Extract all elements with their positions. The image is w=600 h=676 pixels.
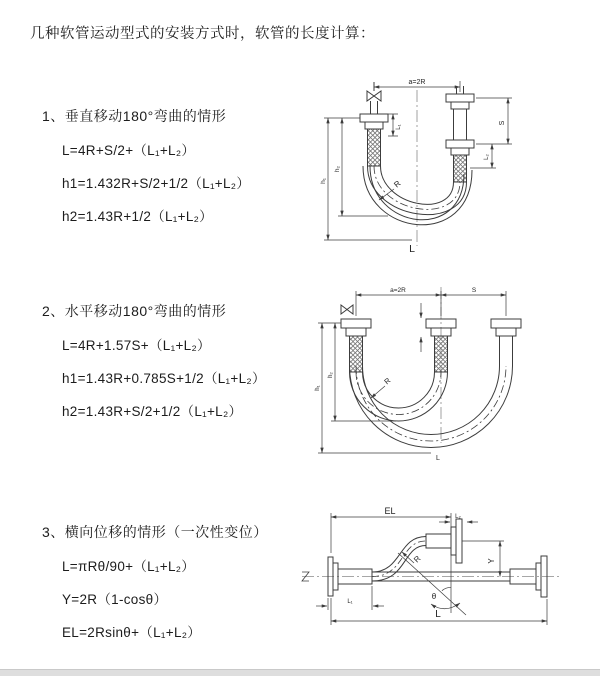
valve-icon: [367, 91, 381, 101]
right-flange: [491, 319, 521, 336]
dim-label-l1: L₁: [347, 599, 353, 605]
formula-line: EL=2Rsinθ+（L₁+L₂）: [62, 625, 202, 640]
dim-label-h2: h₂: [334, 165, 341, 173]
diagram-lateral-displacement: [298, 503, 596, 640]
dim-label-l: L: [435, 609, 441, 620]
diagram-vertical-180-bend: [312, 70, 550, 256]
dim-label-l1: L₁: [396, 124, 402, 130]
dim-label-h1: h₁: [320, 178, 327, 184]
left-flange: [360, 114, 388, 129]
page-title: 几种软管运动型式的安装方式时，软管的长度计算：: [30, 26, 375, 42]
formula-line: h2=1.43R+S/2+1/2（L₁+L₂）: [62, 404, 243, 419]
hose-braid-left: [368, 129, 381, 166]
dim-label-a2r: a=2R: [390, 287, 406, 294]
section-number: 2、: [42, 303, 65, 319]
section-heading: [42, 522, 312, 542]
section-horizontal-movement: [42, 301, 312, 420]
section-number: 1、: [42, 108, 65, 124]
valve-icon: [341, 305, 353, 314]
formula-line: L=4R+S/2+（L₁+L₂）: [62, 143, 196, 158]
upper-fitting: [426, 534, 451, 548]
section-title: 横向位移的情形（一次性变位）: [64, 524, 268, 540]
hose-braid-right: [454, 155, 467, 182]
dim-label-s: S: [499, 120, 506, 126]
dim-label-h1: h₁: [315, 385, 321, 391]
upper-flange: [451, 519, 462, 563]
section-title: 水平移动180°弯曲的情形: [64, 303, 227, 319]
right-pipe: [454, 109, 467, 140]
dim-label-h2: h₂: [328, 372, 334, 378]
diagram-horizontal-180-bend: [308, 283, 583, 465]
section-heading: [42, 106, 312, 126]
section-lateral-displacement: [42, 522, 312, 641]
dimension-lines: [318, 291, 506, 453]
dim-label-l2: L₂: [484, 154, 490, 160]
formula-line: Y=2R（1-cosθ）: [62, 592, 168, 607]
section-title: 垂直移动180°弯曲的情形: [64, 108, 227, 124]
dim-label-s: S: [471, 287, 477, 294]
formula-line: L=4R+1.57S+（L₁+L₂）: [62, 338, 211, 353]
left-flange: [341, 319, 371, 336]
hose-u-curves: [350, 366, 513, 448]
dim-label-y: Y: [487, 558, 496, 564]
radius-label: R: [382, 375, 393, 387]
length-label: L: [409, 243, 415, 255]
length-label: L: [436, 455, 440, 462]
right-flange-lower: [446, 140, 474, 155]
right-pipe: [500, 336, 513, 366]
section-heading: [42, 301, 312, 321]
radius-label: R: [412, 554, 423, 565]
hose-braid-middle: [435, 336, 448, 372]
dim-label-l2: L₂: [455, 514, 461, 520]
dim-label-el: EL: [384, 506, 396, 516]
formula-line: h1=1.43R+0.785S+1/2（L₁+L₂）: [62, 371, 266, 386]
formula-line: h2=1.43R+1/2（L₁+L₂）: [62, 209, 213, 224]
section-vertical-movement: [42, 106, 312, 225]
formula-line: h1=1.432R+S/2+1/2（L₁+L₂）: [62, 176, 251, 191]
formula-line: L=πRθ/90+（L₁+L₂）: [62, 559, 196, 574]
right-flange-upper: [446, 94, 474, 109]
angle-label: θ: [431, 592, 437, 601]
radius-label: R: [392, 178, 403, 190]
dim-label-a2r: a=2R: [408, 79, 426, 86]
section-number: 3、: [42, 524, 65, 540]
